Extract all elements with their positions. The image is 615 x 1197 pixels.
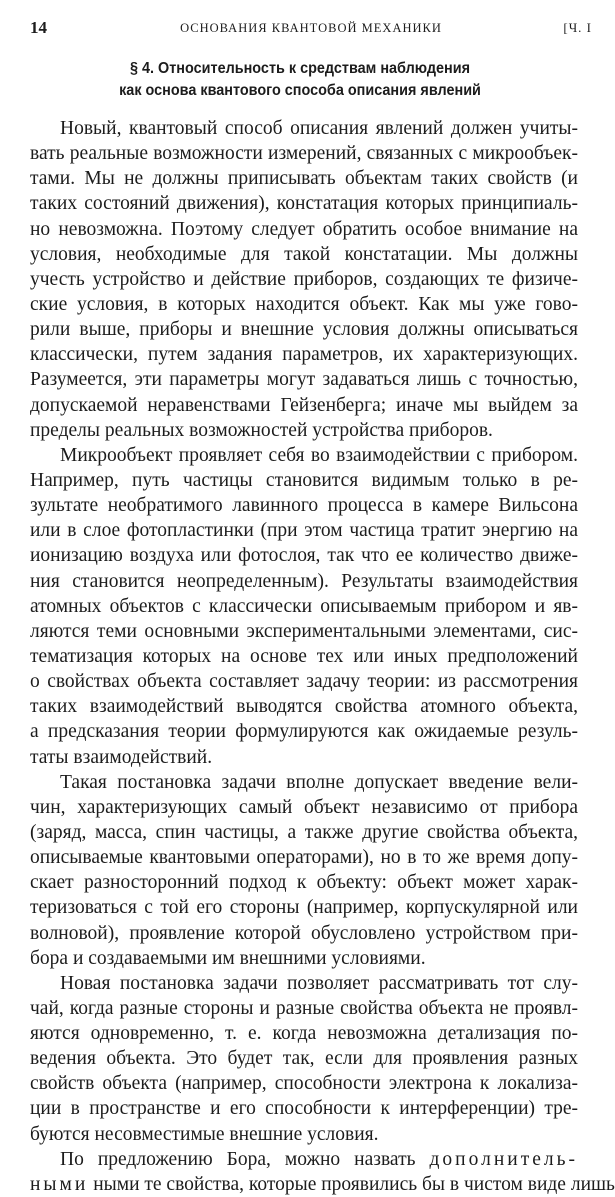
running-head-title: ОСНОВАНИЯ КВАНТОВОЙ МЕХАНИКИ [180, 21, 442, 35]
paragraph-2 [30, 443, 578, 770]
text-line: буются несовместимые внешние условия. [30, 1123, 379, 1145]
section-heading-line-2: как основа квантового способа описания явлений [119, 82, 481, 99]
text-line: ведения объекта. Это будет так, если для проявления разных [30, 1048, 578, 1070]
spaced-term: ными [30, 1173, 89, 1195]
spaced-term: дополнитель- [429, 1148, 578, 1170]
text-line: бора и создаваемыми им внешними условиями. [30, 947, 426, 969]
paragraph-3 [30, 770, 578, 971]
text-line: (заряд, масса, спин частицы, а также другие свойства объекта, [30, 821, 578, 843]
page-number: 14 [30, 18, 47, 37]
text-line: ские условия, в которых находится объект. Как мы уже гово- [30, 293, 578, 315]
text-line: таких состояний движения), констатация которых принципиаль- [30, 193, 578, 215]
text-line: учесть устройство и действие приборов, создающих те физиче- [30, 268, 578, 290]
text-line: а предсказания теории формулируются как ожидаемые резуль- [30, 721, 578, 743]
text-line [30, 1147, 578, 1172]
text-line: атомных объектов с классически описываемым прибором и яв- [30, 595, 578, 617]
text-line: Новый, квантовый способ описания явлений должен учиты- [60, 118, 578, 139]
text-segment: ными те свойства, которые проявились бы в чистом виде лишь [93, 1173, 615, 1195]
text-line: чин, характеризующих самый объект независимо от прибора [30, 796, 578, 818]
text-line: условия, необходимые для такой констатации. Мы должны [30, 243, 578, 265]
text-line: зультате необратимого лавинного процесса в камере Вильсона [30, 495, 578, 517]
part-label: [Ч. I [563, 20, 592, 35]
text-line: Микрообъект проявляет себя во взаимодействии с прибором. [60, 444, 578, 466]
text-segment: По предложению Бора, можно назвать [60, 1148, 416, 1170]
text-line: скает разносторонний подход к объекту: объект может харак- [30, 872, 578, 894]
text-line: тематизация которых на основе тех или иных предположений [30, 645, 578, 667]
text-line: или в слое фотопластинки (при этом частица тратит энергию на [30, 520, 578, 542]
text-line: классически, путем задания параметров, их характеризующих. [30, 344, 578, 366]
text-line: таких взаимодействий выводятся свойства атомного объекта, [30, 696, 578, 718]
text-line: ляются теми основными экспериментальными элементами, сис- [30, 620, 578, 642]
section-heading [58, 58, 542, 102]
text-line: рили выше, приборы и внешние условия должны описываться [30, 319, 578, 341]
text-line: свойств объекта (например, способности электрона к локализа- [30, 1073, 578, 1095]
text-line: Например, путь частицы становится видимым только в ре- [30, 469, 578, 491]
text-line: Новая постановка задачи позволяет рассматривать тот слу- [60, 972, 578, 994]
body-text [30, 116, 615, 1197]
text-line: волновой), проявление которой обусловлено устройством при- [30, 922, 578, 944]
text-line [30, 1172, 615, 1197]
text-line: допускаемой неравенствами Гейзенберга; иначе мы выйдем за [30, 394, 578, 416]
text-line: теризоваться с той его стороны (например, корпускулярной или [30, 897, 578, 919]
text-line: ния становится неопределенным). Результаты взаимодействия [30, 570, 578, 592]
text-line: яются одновременно, т. е. когда невозможна детализация по- [30, 1023, 578, 1045]
text-line: тами. Мы не должны приписывать объектам таких свойств (и [30, 168, 578, 190]
paragraph-4 [30, 971, 578, 1147]
text-line: о свойствах объекта составляет задачу теории: из рассмотрения [30, 671, 578, 693]
text-line: ции в пространстве и его способности к интерференции) тре- [30, 1098, 578, 1120]
section-heading-line-1: § 4. Относительность к средствам наблюдения [129, 60, 471, 77]
paragraph-5 [30, 1147, 615, 1197]
text-line: Такая постановка задачи вполне допускает введение вели- [60, 771, 578, 793]
text-line: пределы реальных возможностей устройства приборов. [30, 419, 493, 441]
text-line: описываемые квантовыми операторами), но в то же время допу- [30, 847, 578, 869]
text-line: но невозможна. Поэтому следует обратить особое внимание на [30, 218, 578, 240]
text-line: чай, когда разные стороны и разные свойства объекта не проявл- [30, 997, 578, 1019]
text-line: ионизацию воздуха или фотослоя, так что ее количество движе- [30, 545, 578, 567]
running-head [30, 16, 592, 40]
text-line: таты взаимодействий. [30, 746, 213, 768]
text-line: Разумеется, эти параметры могут задаваться лишь с точностью, [30, 369, 578, 391]
text-line: вать реальные возможности измерений, связанных с микрообъек- [30, 143, 578, 165]
paragraph-1 [30, 116, 578, 443]
